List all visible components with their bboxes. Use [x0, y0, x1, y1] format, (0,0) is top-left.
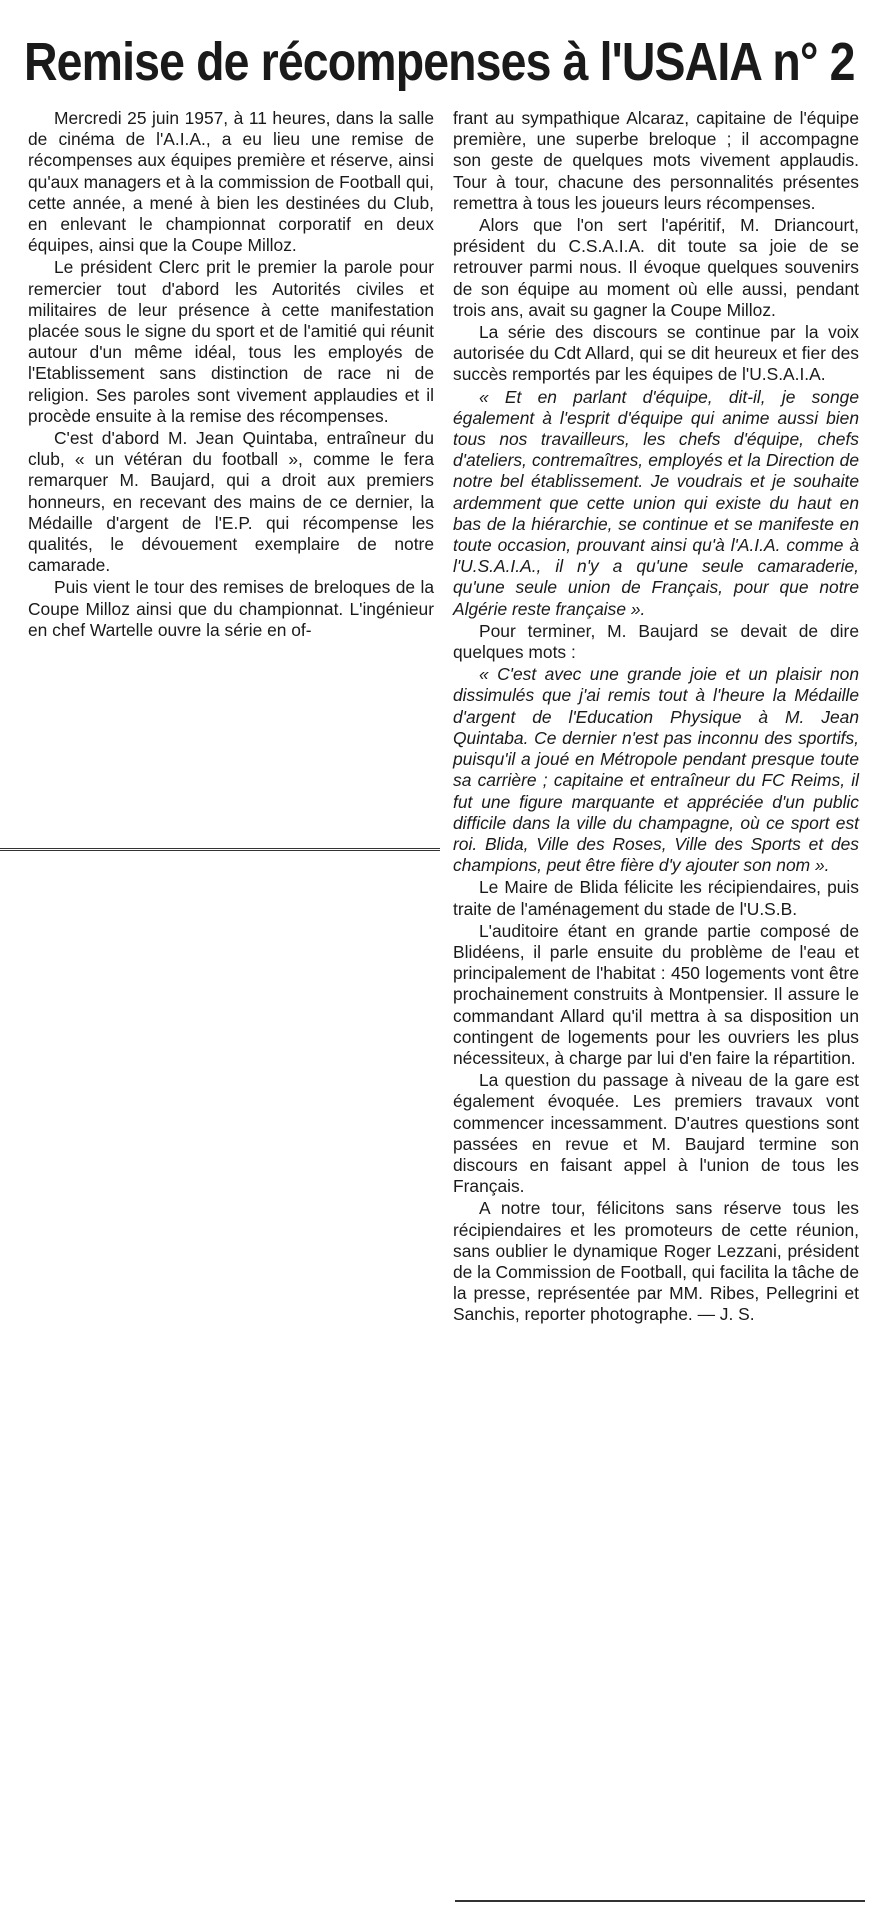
paragraph: La série des discours se continue par la voix autorisée du Cdt Allard, qui se dit heureux et fier des succès remportés par les équipes de l'U.S.A.I.A. — [453, 322, 859, 385]
paragraph: Le président Clerc prit le premier la parole pour remercier tout d'abord les Autorités civiles et militaires de leur présence à cette manifestation placée sous le signe du sport et de l'amitié qui réunit autour d'un même idéal, tous les employés de l'Etablissement sans distinction de race ni de religion. Ses paroles sont vivement applaudies et il procède ensuite à la remise des récompenses. — [28, 257, 434, 426]
right-column — [453, 108, 859, 1327]
quote-paragraph: « C'est avec une grande joie et un plaisir non dissimulés que j'ai remis tout à l'heure la Médaille d'argent de l'Education Physique à M. Jean Quintaba. Ce dernier n'est pas inconnu des sportifs, puisqu'il a joué en Métropole pendant presque toute sa carrière ; capitaine et entraîneur du FC Reims, il fut une figure marquante et appréciée d'un public difficile dans la ville du champagne, où ce sport est roi. Blida, Ville des Roses, Ville des Sports et des champions, peut être fière d'y ajouter son nom ». — [453, 664, 859, 876]
paragraph: A notre tour, félicitons sans réserve tous les récipiendaires et les promoteurs de cette réunion, sans oublier le dynamique Roger Lezzani, président de la Commission de Football, qui facilita la tâche de la presse, représentée par MM. Ribes, Pellegrini et Sanchis, reporter photographe. — J. S. — [453, 1198, 859, 1325]
paragraph: Mercredi 25 juin 1957, à 11 heures, dans la salle de cinéma de l'A.I.A., a eu lieu une remise de récompenses aux équipes première et réserve, ainsi qu'aux managers et à la commission de Football qui, cette année, a mené à bien les destinées du Club, en enlevant le championnat corporatif en deux équipes, ainsi que la Coupe Milloz. — [28, 108, 434, 256]
article-end-rule — [455, 1900, 865, 1902]
paragraph: Puis vient le tour des remises de breloques de la Coupe Milloz ainsi que du championnat. L'ingénieur en chef Wartelle ouvre la série en of- — [28, 577, 434, 640]
paragraph: frant au sympathique Alcaraz, capitaine de l'équipe première, une superbe breloque ; il accompagne son geste de quelques mots vivement applaudis. Tour à tour, chacune des personnalités présentes remettra à tous les joueurs leurs récompenses. — [453, 108, 859, 213]
paragraph: Alors que l'on sert l'apéritif, M. Driancourt, président du C.S.A.I.A. dit toute sa joie de se retrouver parmi nous. Il évoque quelques souvenirs de son équipe au moment où elle aussi, pendant trois ans, avait su gagner la Coupe Milloz. — [453, 215, 859, 320]
paragraph: L'auditoire étant en grande partie composé de Blidéens, il parle ensuite du problème de l'eau et principalement de l'habitat : 450 logements vont être prochainement construits à Montpensier. Il assure le commandant Allard qu'il mettra à sa disposition un contingent de logements pour les ouvriers les plus nécessiteux, à charge par lui d'en faire la répartition. — [453, 920, 859, 1068]
paragraph: La question du passage à niveau de la gare est également évoquée. Les premiers travaux vont commencer incessamment. D'autres questions sont passées en revue et M. Baujard termine son discours en faisant appel à l'union de tous les Français. — [453, 1070, 859, 1197]
article-headline: Remise de récompenses à l'USAIA n° 2 — [24, 32, 855, 92]
quote-paragraph: « Et en parlant d'équipe, dit-il, je songe également à l'esprit d'équipe qui anime aussi bien tous nos travailleurs, les chefs d'équipe, chefs d'ateliers, contremaîtres, employés et la Direction de notre bel établissement. Je voudrais et je souhaite ardemment que cette union qui existe du haut en bas de la hiérarchie, se continue et se manifeste en toute occasion, prouvant ainsi qu'à l'A.I.A. comme à l'U.S.A.I.A., il n'y a qu'une seule camaraderie, qu'une seule union de Français, pour que notre Algérie reste française ». — [453, 386, 859, 619]
left-column — [28, 108, 434, 642]
column-end-rule — [0, 848, 440, 854]
paragraph: C'est d'abord M. Jean Quintaba, entraîneur du club, « un vétéran du football », comme le fera remarquer M. Baujard, qui a droit aux premiers honneurs, en recevant des mains de ce dernier, la Médaille d'argent de l'E.P. qui récompense les qualités, le dévouement exemplaire de notre camarade. — [28, 428, 434, 576]
paragraph: Pour terminer, M. Baujard se devait de dire quelques mots : — [453, 620, 859, 663]
paragraph: Le Maire de Blida félicite les récipiendaires, puis traite de l'aménagement du stade de l'U.S.B. — [453, 877, 859, 919]
